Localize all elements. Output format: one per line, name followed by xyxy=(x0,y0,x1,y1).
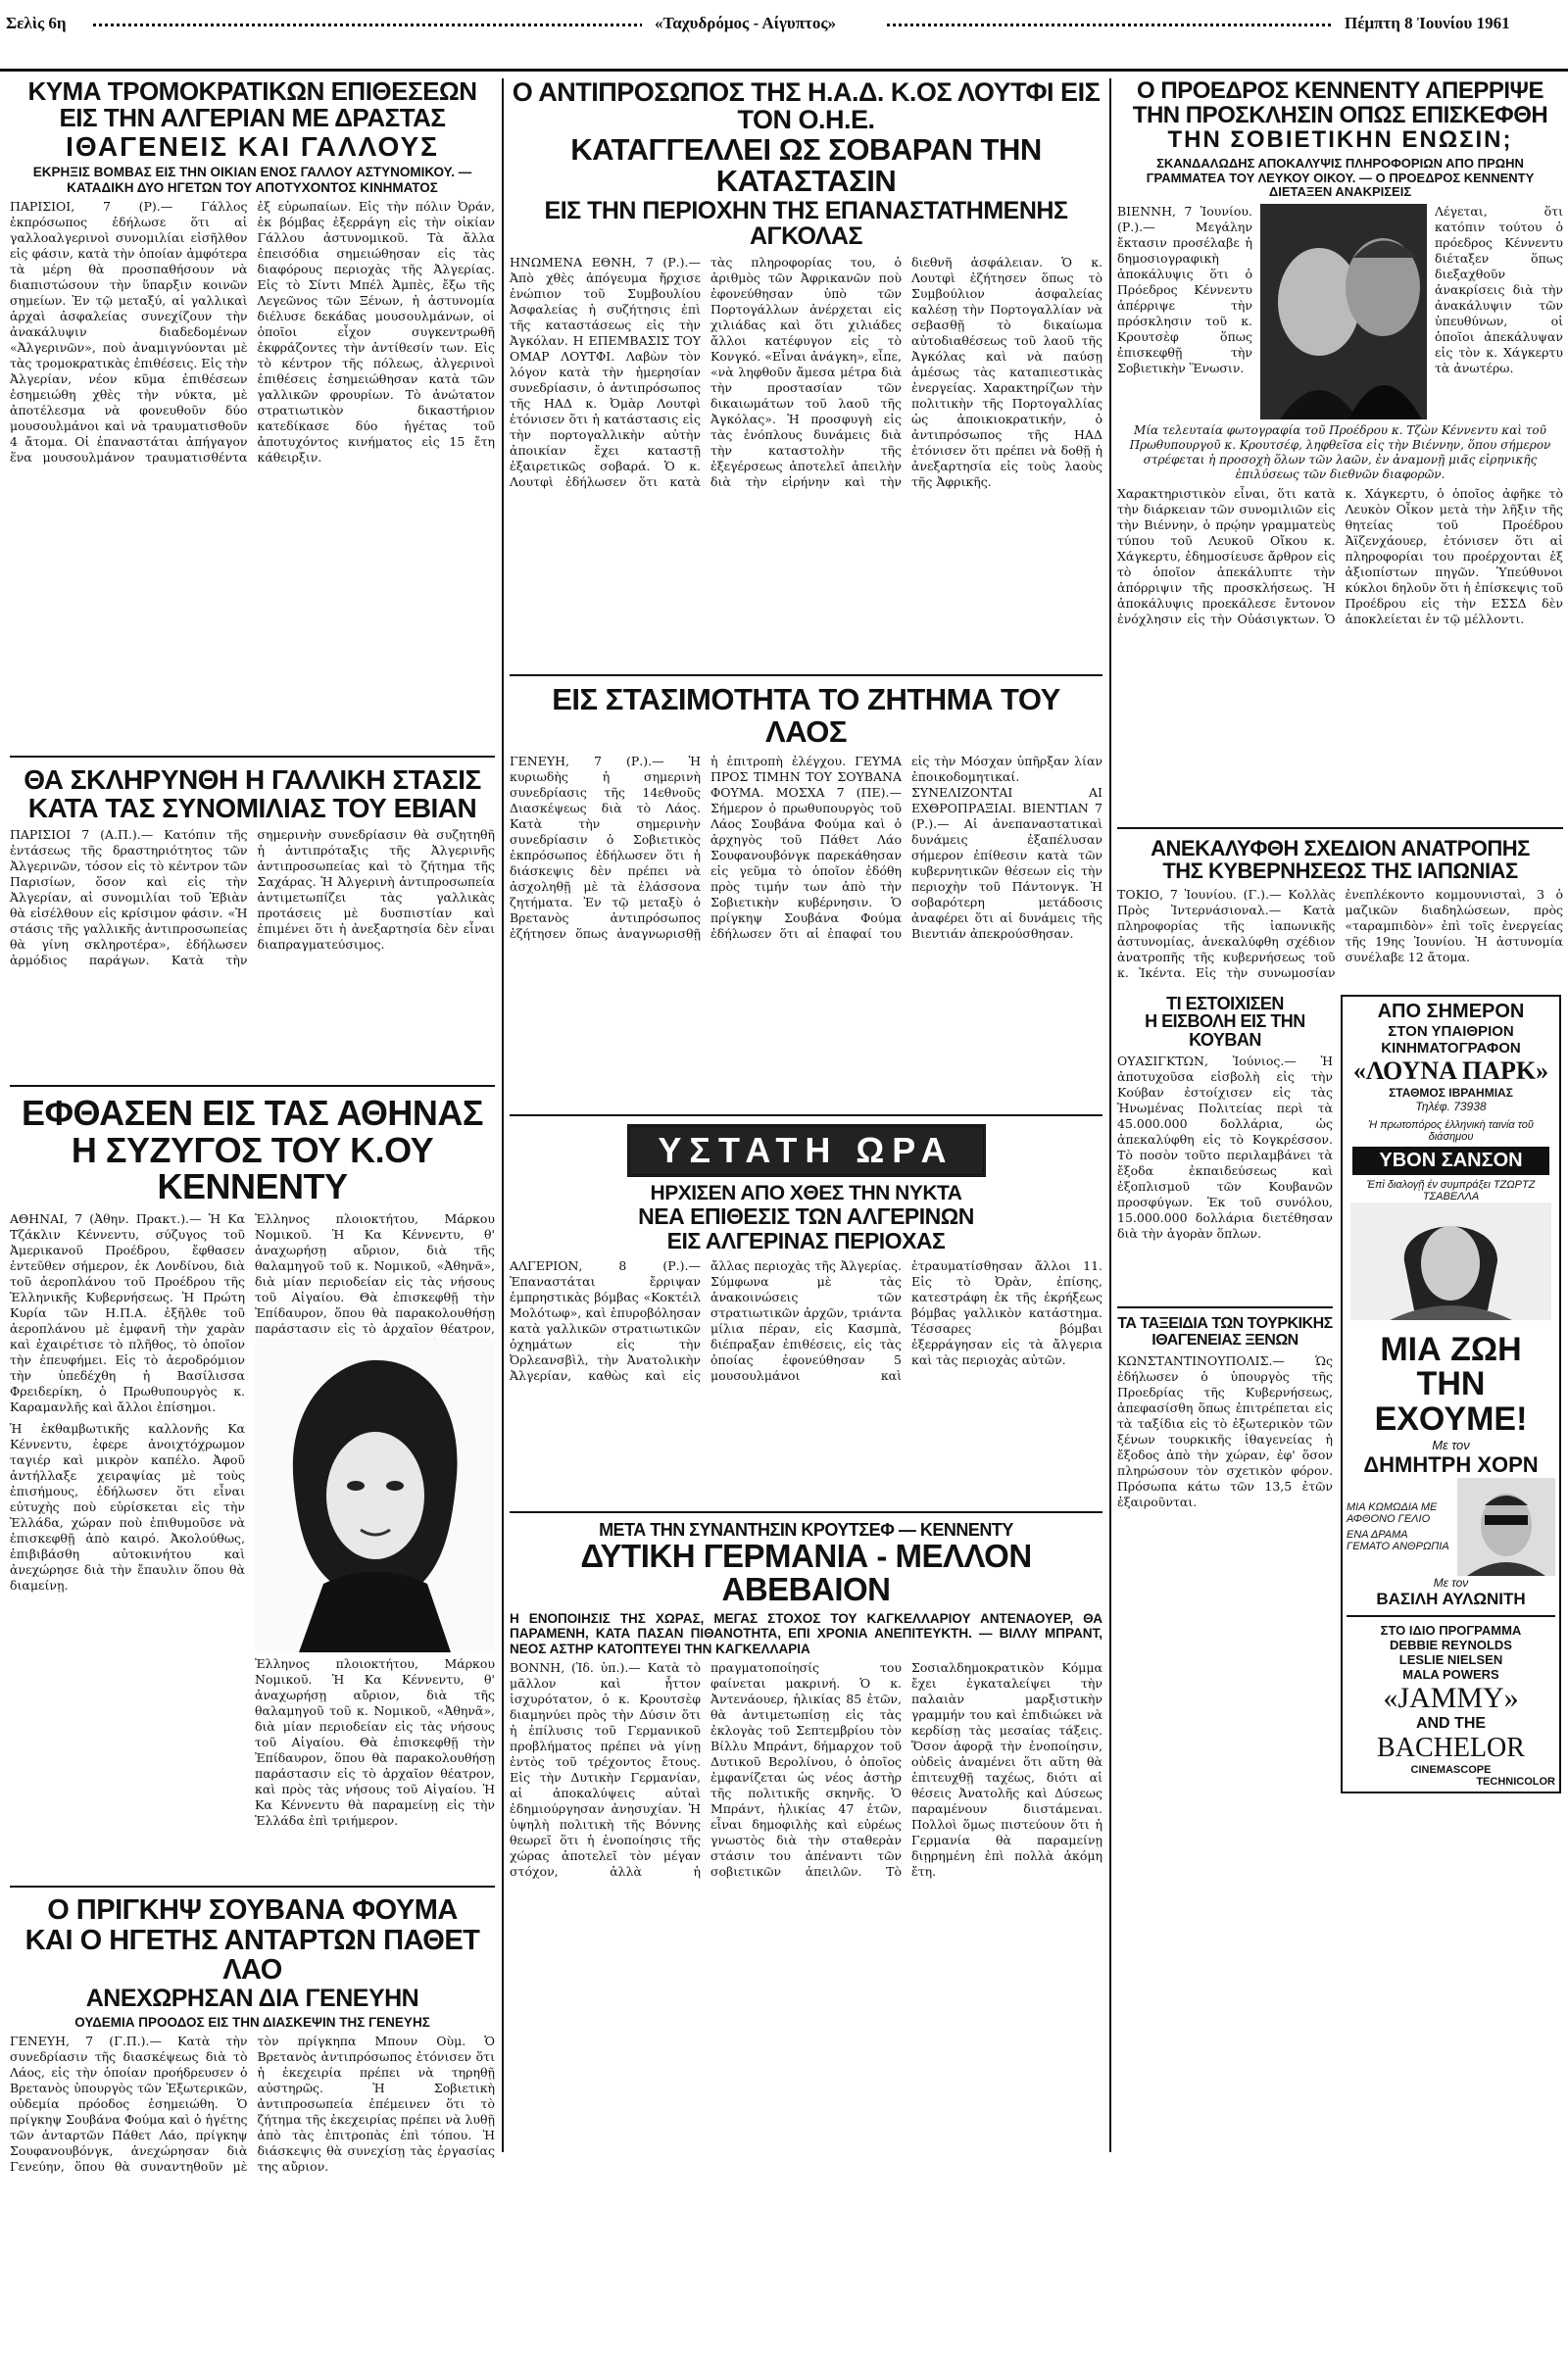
column-rule-2 xyxy=(1109,78,1111,2152)
article-body: ΚΩΝΣΤΑΝΤΙΝΟΥΠΟΛΙΣ.— Ὡς ἐδήλωσεν ὁ ὑπουργὸς τῆς Προεδρίας τῆς Κυβερνήσεως, ἀπεφασίσθη ὅπως ἐπιτρέπεται εἰς τὰ ταξίδια εἰς τὸ ἐξωτερικὸν τῶν ξένων τουρκικῆς ἰθαγενείας ἡ ἔξοδος ἀπὸ τὴν χώραν, ἐφ' ὅσον πληρώσουν τὸν σχετικὸν φόρον. Πρόσωπα κάτω τῶν 13,5 ἐτῶν ἐξαιροῦνται. xyxy=(1117,1352,1333,1509)
headline-line: ΚΑΤΑ ΤΑΣ ΣΥΝΟΜΙΛΙΑΣ ΤΟΥ ΕΒΙΑΝ xyxy=(27,793,477,824)
headline-line: ΤΑ ΤΑΞΕΙΔΙΑ ΤΩΝ ΤΟΥΡΚΙΚΗΣ ΙΘΑΓΕΝΕΙΑΣ ΞΕΝΩΝ xyxy=(1117,1315,1333,1350)
subheadline: ΕΚΡΗΞΙΣ ΒΟΜΒΑΣ ΕΙΣ ΤΗΝ ΟΙΚΙΑΝ ΕΝΟΣ ΓΑΛΛΟΥ ΑΣΤΥΝΟΜΙΚΟΥ. — ΚΑΤΑΔΙΚΗ ΔΥΟ ΗΓΕΤΩΝ ΤΟΥ ΑΠΟΤΥΧΟΝΤΟΣ ΚΙΝΗΜΑΤΟΣ xyxy=(32,164,472,195)
page-number: Σελὶς 6η xyxy=(6,14,67,32)
headline-line: ΘΑ ΣΚΛΗΡΥΝΘΗ Η ΓΑΛΛΙΚΗ ΣΤΑΣΙΣ xyxy=(24,764,481,796)
article-body: Ἡ ἐκθαμβωτικῆς καλλονῆς Κα Κέννεντυ, ἐφερε ἀνοιχτόχρωμον ταγιέρ καὶ μικρὸν καπέλο. Ἀφοῦ ἀντήλλαξε χειραψίας μὲ τοὺς ἐπισήμους, ἐδήλωσεν ὅτι εἶναι εὐτυχὴς ποὺ εὑρίσκεται εἰς τὴν Ἑλλάδα, χώραν ποὺ ἐπιθυμοῦσε νὰ ἐπισκεφθῇ ἀπὸ καιρό. Ἀκολούθως, ἐπιβιβάσθη αὐτοκινήτου καὶ ἀνεχώρησε διὰ τὴν ἔπαυλιν ὅπου θὰ διαμείνῃ. xyxy=(10,1421,245,1594)
headline-line: ΚΥΜΑ ΤΡΟΜΟΚΡΑΤΙΚΩΝ ΕΠΙΘΕΣΕΩΝ xyxy=(27,76,477,106)
article-body: ΑΘΗΝΑΙ, 7 (Ἀθην. Πρακτ.).— Ἡ Κα Τζάκλιν Κέννεντυ, σύζυγος τοῦ Ἀμερικανοῦ Προέδρου, ἔφθασεν ἐντεῦθεν σήμερον, ἐκ Λονδίνου, διὰ τοῦ ἀεροπλάνου τοῦ Προέδρου τῆς Ἑλληνικῆς Κυβερνήσεως. Ἡ Πρώτη Κυρία τῶν Η.Π.Α. ἐξῆλθε τοῦ ἀεροπλάνου μὲ ἐμφανῆ τὴν χαρὰν καὶ ἐχαιρέτισε τὸ πλῆθος, τὸ ὁποῖον τὴν ἐπευφήμει. Εἰς τὸ ἀεροδρόμιον τὴν ὑπεδέχθη ἡ Βασίλισσα Φρειδερίκη, ὁ Πρωθυπουργὸς κ. Καραμανλῆς καὶ ἄλλοι ἐπίσημοι. xyxy=(10,1211,245,1415)
ad-text: AND THE xyxy=(1415,1714,1487,1732)
ad-star: ΔΗΜΗΤΡΗ ΧΟΡΝ xyxy=(1363,1451,1539,1477)
column-center xyxy=(510,78,1102,2146)
subheadline: ΣΚΑΝΔΑΛΩΔΗΣ ΑΠΟΚΑΛΥΨΙΣ ΠΛΗΡΟΦΟΡΙΩΝ ΑΠΟ ΠΡΩΗΝ ΓΡΑΜΜΑΤΕΑ ΤΟΥ ΛΕΥΚΟΥ ΟΙΚΟΥ. — Ο ΠΡΟΕΔΡΟΣ ΚΕΝΝΕΝΤΥ ΔΙΕΤΑΞΕΝ ΑΝΑΚΡΙΣΕΙΣ xyxy=(1146,155,1535,200)
article-algeria-terror xyxy=(10,78,495,748)
separator xyxy=(510,674,1102,676)
ad-text: Ἡ πρωτοπόρος ἑλληνικὴ ταινία τοῦ διάσημου xyxy=(1368,1118,1534,1143)
actress-photo xyxy=(1350,1203,1551,1320)
cinema-advertisement xyxy=(1341,995,1561,1793)
headline-line: ΕΙΣ ΣΤΑΣΙΜΟΤΗΤΑ ΤΟ ΖΗΤΗΜΑ ΤΟΥ ΛΑΟΣ xyxy=(552,682,1060,749)
ad-phone: Τηλέφ. 73938 xyxy=(1415,1099,1487,1113)
article-jackie-kennedy-athens xyxy=(10,1092,495,1878)
article-laos-stalemate xyxy=(510,684,1102,1106)
ad-text: TECHNICOLOR xyxy=(1476,1775,1555,1788)
ad-text: Με τον xyxy=(1433,1575,1469,1590)
ad-text: ΚΙΝΗΜΑΤΟΓΡΑΦΟΝ xyxy=(1381,1039,1521,1056)
page-header xyxy=(0,0,1568,59)
ad-text: ΣΤΑΘΜΟΣ ΙΒΡΑΗΜΙΑΣ xyxy=(1389,1085,1513,1100)
header-rule-right xyxy=(887,24,1333,26)
headline-line: ΚΑΤΑΓΓΕΛΛΕΙ ΩΣ ΣΟΒΑΡΑΝ ΤΗΝ ΚΑΤΑΣΤΑΣΙΝ xyxy=(570,131,1042,199)
headline-line: ΤΙ ΕΣΤΟΙΧΙΣΕΝ xyxy=(1166,993,1284,1013)
article-body: ΤΟΚΙΟ, 7 Ἰουνίου. (Γ.).— Κολλὰς Πρὸς Ἰντερνάσιοναλ.— Κατὰ πληροφορίας τῆς ἰαπωνικῆς ἀστυνομίας, ἀνεκαλύφθη σχέδιον ἀνατροπῆς τῆς κυβερνήσεως τοῦ κ. Ἰκέντα. Εἰς τὴν συνωμοσίαν ἐνεπλέκοντο κομμουνισταὶ, 3 ὁ μαζικῶν διαδηλώσεων, πρὸς «ταραμπιδὸν» ἐπὶ τοῖς ἐνεργείας τῆς 19ης Ἰουνίου. Ἡ ἀστυνομία συνέλαβε 12 ἄτομα. xyxy=(1117,886,1563,980)
newspaper-name: «Ταχυδρόμος - Αίγυπτος» xyxy=(655,14,837,32)
kicker: ΜΕΤΑ ΤΗΝ ΣΥΝΑΝΤΗΣΙΝ ΚΡΟΥΤΣΕΦ — ΚΕΝΝΕΝΤΥ xyxy=(599,1519,1013,1540)
headline-line: ΕΙΣ ΤΗΝ ΠΕΡΙΟΧΗΝ ΤΗΣ ΕΠΑΝΑΣΤΑΤΗΜΕΝΗΣ ΑΓΚΟΛΑΣ xyxy=(544,196,1068,251)
separator xyxy=(1117,1306,1333,1308)
separator xyxy=(1117,827,1563,829)
article-latest-news xyxy=(510,1124,1102,1502)
column-left xyxy=(10,76,495,2175)
article-body: Ἐλληνος πλοιοκτήτου, Μάρκου Νομικοῦ. Ἡ Κα Κέννεντυ, θ' ἀναχωρήσῃ αὔριον, διὰ τῆς θαλαμηγοῦ τοῦ κ. Νομικοῦ, «Ἀθηνᾶ», διὰ μίαν περιοδείαν εἰς τὰς νήσους τοῦ Αἰγαίου. Θὰ ἐπισκεφθῇ τὴν Ἐπίδαυρον, ὅπου θὰ παρακολουθήσῃ παράστασιν εἰς τὸ ἀρχαῖον θέατρον, xyxy=(255,1211,495,1337)
article-body: ΟΥΑΣΙΓΚΤΩΝ, Ἰούνιος.— Ἡ ἀποτυχοῦσα εἰσβολὴ εἰς τὴν Κούβαν ἐστοίχισεν εἰς τὰς Ἡνωμένας Πολιτείας περὶ τὰ 45.000.000 δολλάρια, ὡς ἀπεκαλύφθη εἰς τὸ Κογκρέσσον. Τὸ ποσὸν τοῦτο περιλαμβάνει τὰ ἔξοδα ἐκπαιδεύσεως καὶ ἐξοπλισμοῦ τῶν Κουβανῶν προσφύγων. Ἐκ τοῦ συνόλου, 15.000.000 δολλάρια διετέθησαν διὰ τὴν ἀγορὰν ὅπλων. xyxy=(1117,1054,1333,1242)
ad-text: ΜΙΑ ΚΩΜΩΔΙΑ ΜΕ ΑΦΘΟΝΟ ΓΕΛΙΟ xyxy=(1347,1500,1438,1525)
latest-news-banner xyxy=(627,1124,986,1177)
article-body: ΗΝΩΜΕΝΑ ΕΘΝΗ, 7 (Ρ.).— Ἀπὸ χθὲς ἀπόγευμα ἤρχισε ἐνώπιον τοῦ Συμβουλίου Ἀσφαλείας ἡ συζήτησις ἐπὶ τῆς καταστάσεως εἰς τὴν Ἀγκόλαν. Η ΕΠΕΜΒΑΣΙΣ ΤΟΥ ΟΜΑΡ ΛΟΥΤΦΙ. Λαβὼν τὸν λόγον κατὰ τὴν ἡμερησίαν συνεδρίασιν, ὁ ἀντιπρόσωπος τῆς ΗΑΔ κ. Ὀμὰρ Λουτφὶ ἐτόνισεν ὅτι ἡ κατάστασις εἰς τὴν πορτογαλλικὴν αὐτὴν ἀποικίαν ἔχει καταστῇ ἐξαιρετικῶς σοβαρά. Ὁ κ. Λουτφὶ ἐδήλωσεν ὅτι κατὰ τὰς πληροφορίας του, ὁ ἀριθμὸς τῶν Ἀφρικανῶν ποὺ ἐφονεύθησαν ὑπὸ τῶν Πορτογάλλων ἀνέρχεται εἰς χιλιάδας καὶ ὅτι χιλιάδες ἄλλοι κατέφυγον εἰς τὸ Κονγκό. «Εἶναι ἀνάγκη», εἶπε, «νὰ ληφθοῦν ἄμεσα μέτρα διὰ τὴν προστασίαν τῶν δικαιωμάτων τοῦ λαοῦ τῆς Ἀγκόλας». Ἡ προσφυγὴ εἰς τὰς ἐνόπλους δυνάμεις διὰ τὴν καταστολὴν τῆς ἐξεγέρσεως ἀποτελεῖ ἀπειλὴν διὰ τὴν εἰρήνην καὶ τὴν διεθνῆ ἀσφάλειαν. Ὁ κ. Λουτφὶ ἐζήτησεν ὅπως τὸ Συμβούλιον ἀσφαλείας καλέσῃ τὴν Πορτογαλλίαν νὰ σεβασθῇ τὸ δικαίωμα αὐτοδιαθέσεως τοῦ λαοῦ τῆς Ἀγκόλας καὶ νὰ παύσῃ ἀμέσως τὰς καταπιεστικὰς ἐνεργείας. Χαρακτηρίζων τὴν πολιτικὴν τῆς Πορτογαλλίας ὡς ἀποικιοκρατικήν, ὁ ἀντιπρόσωπος τῆς ΗΑΔ ἐτόνισεν ὅτι πρέπει νὰ δοθῇ ἡ ἀνεξαρτησία εἰς τοὺς λαοὺς τῆς Ἀφρικῆς. xyxy=(510,255,1102,490)
headline-line: Η ΕΙΣΒΟΛΗ ΕΙΣ ΤΗΝ ΚΟΥΒΑΝ xyxy=(1145,1011,1305,1051)
article-loutfi-un-angola xyxy=(510,78,1102,666)
headline-line: ΑΝΕΚΑΛΥΦΘΗ ΣΧΕΔΙΟΝ ΑΝΑΤΡΟΠΗΣ xyxy=(1151,836,1530,861)
ad-text: Ἐπὶ διαλογῇ ἐν συμπράξει ΤΖΩΡΤΖ ΤΣΑΒΕΛΛΑ xyxy=(1366,1178,1536,1203)
ad-text: Με τον xyxy=(1432,1437,1470,1452)
ad-text: ΕΝΑ ΔΡΑΜΑ ΓΕΜΑΤΟ ΑΝΘΡΩΠΙΑ xyxy=(1347,1528,1449,1552)
headline-line: ΕΙΣ ΤΗΝ ΑΛΓΕΡΙΑΝ ΜΕ ΔΡΑΣΤΑΣ xyxy=(59,103,446,133)
article-body: ΒΟΝΝΗ, (Ἰδ. ὑπ.).— Κατὰ τὸ μᾶλλον καὶ ἧττον ἰσχυρότατον, ὁ κ. Κρουτσὲφ διαμηνύει πρὸς τὴν Δύσιν ὅτι ἡ ἐπίλυσις τοῦ Γερμανικοῦ προβλήματος πρέπει νὰ γίνῃ ἐντὸς τοῦ τρέχοντος ἔτους. Εἰς τὴν Δυτικὴν Γερμανίαν, αἱ ἀποκαλύψεις αὐταὶ ἐδημιούργησαν ἀνησυχίαν. Ἡ ὑψηλὴ πολιτικὴ τῆς Βόννης θεωρεῖ ὅτι ἡ ἑνοποίησις τῆς χώρας ἀποτελεῖ τὸν μέγαν στόχον, ἀλλὰ ἡ πραγματοποίησίς του φαίνεται μακρινή. Ὁ κ. Ἀντενάουερ, ἡλικίας 85 ἐτῶν, θὰ ἀντιμετωπίσῃ εἰς τὰς ἐκλογὰς τοῦ Σεπτεμβρίου τὸν Βίλλυ Μπράντ, δήμαρχον τοῦ Δυτικοῦ Βερολίνου, ὁ ὁποῖος ἐμφανίζεται ὡς νέος ἀστὴρ τῆς πολιτικῆς σκηνῆς. Ὁ Μπράντ, ἡλικίας 47 ἐτῶν, εἶναι δημοφιλὴς καὶ εὐρέως γνωστὸς διὰ τὴν σταθερὰν στάσιν του ἀπέναντι τῶν σοβιετικῶν ἀπειλῶν. Τὸ Σοσιαλδημοκρατικὸν Κόμμα ἔχει ἐγκαταλείψει τὴν παλαιὰν μαρξιστικὴν γραμμήν του καὶ ἐπιδιώκει νὰ κερδίσῃ τὰς μεσαίας τάξεις. Ὅσον ἀφορᾷ τὴν ἑνοποίησιν, οὐδεὶς ἀναμένει ὅτι αὕτη θὰ ἐπιτευχθῇ ταχέως, διότι αἱ θέσεις Ἀνατολῆς καὶ Δύσεως παραμένουν διιστάμεναι. Πολλοὶ ὅμως πιστεύουν ὅτι ἡ Γερμανία θὰ παραμείνῃ διῃρημένη ἐπὶ πολλὰ ἀκόμη ἔτη. xyxy=(510,1660,1102,1880)
kennedy-khrushchev-photo xyxy=(1260,204,1427,419)
article-japan-coup-plot xyxy=(1117,837,1563,984)
issue-date: Πέμπτη 8 Ἰουνίου 1961 xyxy=(1345,14,1510,32)
photo-caption: Μία τελευταία φωτογραφία τοῦ Προέδρου κ. Τζὼν Κέννεντυ καὶ τοῦ Πρωθυπουργοῦ κ. Κρουτσέφ, ληφθεῖσα εἰς τὴν Βιέννην, ὅπου σήμερον στρέφεται ἡ προσοχὴ ὅλων τῶν λαῶν, ἐν ἀναμονῇ μιᾶς εἰρηνικῆς ἐπιλύσεως τῶν διεθνῶν διαφορῶν. xyxy=(1129,423,1551,482)
headline-line: ΙΘΑΓΕΝΕΙΣ ΚΑΙ ΓΑΛΛΟΥΣ xyxy=(66,130,439,162)
column-right xyxy=(1117,78,1563,2146)
article-body: ΓΕΝΕΥΗ, 7 (Ρ.).— Ἡ κυριωδὴς ἡ σημερινὴ συνεδρίασις τῆς 14εθνοῦς Διασκέψεως διὰ τὸ Λάος. Κατὰ τὴν σημερινὴν συνεδρίασιν ὁ Σοβιετικὸς ἐκπρόσωπος ἐδήλωσεν ὅτι ἡ διάσκεψις δὲν πρέπει νὰ ἀσχοληθῇ μὲ τὰ ἐλάσσονα ζητήματα. Ἐν τῷ μεταξὺ ὁ Βρετανὸς ἀντιπρόσωπος ἐζήτησεν ὅπως ἀναγνωρισθῇ ἡ ἐπιτροπὴ ἐλέγχου. ΓΕΥΜΑ ΠΡΟΣ ΤΙΜΗΝ ΤΟΥ ΣΟΥΒΑΝΑ ΦΟΥΜΑ. ΜΟΣΧΑ 7 (ΠΕ).— Σήμερον ὁ πρωθυπουργὸς τοῦ Λάος Σουβάνα Φούμα καὶ ὁ ἀρχηγὸς τοῦ Πάθετ Λάο Σουφανουβόνγκ παρεκάθησαν εἰς γεῦμα τὸ ὁποῖον ἐδόθη πρὸς τιμήν των ἀπὸ τὴν Σοβιετικὴν κυβέρνησιν. Ὁ πρίγκηψ Σουβάνα Φούμα ἐδήλωσεν ὅτι αἱ ἐπαφαί του εἰς τὴν Μόσχαν ὑπῆρξαν λίαν ἐποικοδομητικαί. ΣΥΝΕΛΙΖΟΝΤΑΙ ΑΙ ΕΧΘΡΟΠΡΑΞΙΑΙ. ΒΙΕΝΤΙΑΝ 7 (Ρ.).— Αἱ ἀνεπαναστατικαὶ δυνάμεις ἐξαπέλυσαν σήμερον ἐπίθεσιν κατὰ τῶν κυβερνητικῶν θέσεων εἰς τὴν περιοχὴν τοῦ Πάντονγκ. Ἡ σοβαρότερη μετάδοσις ἀναφέρει ὅτι αἱ δυνάμεις τῆς Βιεντιάν ἀπεκρούσθησαν. xyxy=(510,754,1102,942)
ad-text: ΑΠΟ ΣΗΜΕΡΟΝ xyxy=(1377,1000,1525,1022)
article-body: Χαρακτηριστικὸν εἶναι, ὅτι κατὰ τὴν διάρκειαν τῶν συνομιλιῶν εἰς τὴν Βιέννην, ὁ πρῴην γραμματεὺς τύπου τοῦ Λευκοῦ Οἴκου κ. Χάγκερτυ, ἐδημοσίευσε ἄρθρον εἰς τὸ ὁποῖον ἀπεκάλυπτε τὴν ἀπόρριψιν τῆς προσκλήσεως. Ἡ ἀποκάλυψις προεκάλεσε ἔντονον ἐνόχλησιν εἰς τὴν Οὐάσιγκτων. Ὁ κ. Χάγκερτυ, ὁ ὁποῖος ἀφῆκε τὸ Λευκὸν Οἶκον μετὰ τὴν λῆξιν τῆς θητείας τοῦ Προέδρου Ἀϊζενχάουερ, ἐτόνισεν ὅτι αἱ πληροφορίαι του προέρχονται ἐξ ἀξιοπίστων πηγῶν. Ὑπεύθυνοι κύκλοι δηλοῦν ὅτι ἡ ἐπίσκεψις τοῦ Προέδρου εἰς τὴν ΕΣΣΔ δὲν ἀποκλείεται ἐν τῷ μέλλοντι. xyxy=(1117,486,1563,627)
headline-line: Η ΣΥΖΥΓΟΣ ΤΟΥ Κ.ΟΥ ΚΕΝΝΕΝΤΥ xyxy=(71,1129,434,1207)
headline-line: ΚΑΙ Ο ΗΓΕΤΗΣ ΑΝΤΑΡΤΩΝ ΠΑΘΕΤ ΛΑΟ xyxy=(24,1924,480,1987)
separator xyxy=(510,1511,1102,1513)
header-divider xyxy=(0,69,1568,72)
article-body: ΠΑΡΙΣΙΟΙ, 7 (Ρ).— Γάλλος ἐκπρόσωπος ἐδήλωσε ὅτι αἱ γαλλοαλγερινοὶ συνομιλίαι εἰσῆλθον εἰς φάσιν, κατὰ τὴν ὁποίαν ἀμφότερα τὰ μέρη θὰ προσπαθήσουν νὰ διαπιστώσουν τὴν ὕπαρξιν κοινῶν σημείων. Ἐν τῷ μεταξύ, αἱ γαλλικαὶ ἀρχαὶ ἀσφαλείας συνεχίζουν τὴν ἀνακάλυψιν διαδεδομένων «Ἀλγερινῶν», ποὺ ἀναμιγνύονται μὲ τὰς τρομοκρατικὰς ἐπιθέσεις. Εἰς τὴν Ἀλγερίαν, νέον κῦμα ἐπιθέσεων ἐσημειώθη χθὲς τὴν νύκτα, μὲ ἀποτέλεσμα νὰ φονευθοῦν δύο μουσουλμάνοι καὶ νὰ τραυματισθοῦν 4 ἄτομα. Οἱ ἐπαναστάται ἀπήγαγον ἕνα μουσουλμάνον τραυματισθέντα ἐξ εὐρωπαίων. Εἰς τὴν πόλιν Ὀράν, ἐκ βόμβας ἐξερράγη εἰς τὴν οἰκίαν Γάλλου ἀστυνομικοῦ. Τὰ ἄλλα ἐπεισόδια σημειώθησαν εἰς τὰς διαφόρους περιοχὰς τῆς Ἀλγερίας. Εἰς τὸ Σίντι Μπέλ Ἀμπὲς, ἔξω τῆς Λεγεῶνος τῶν Ξένων, ἡ ἀστυνομία διέλυσε δεκάδας μουσουλμάνων, οἱ ὁποῖοι εἶχον συγκεντρωθῆ ἐκφράζοντες τὴν ἀντίθεσίν των. Εἰς τὸ κέντρον τῆς πόλεως, ἀλγερινοὶ ἐπιθέσεις ἐσημειώθησαν κατὰ τῶν γαλλικῶν φρουρίων. Τὸ ἀνώτατον στρατιωτικὸν δικαστήριον κατεδίκασε δύο ἡγέτας τοῦ ἀποτυχόντος κινήματος εἰς 15 ἔτη κάθειρξιν. xyxy=(10,199,495,466)
film-title: ΜΙΑ ΖΩΗ ΤΗΝ ΕΧΟΥΜΕ! xyxy=(1374,1330,1528,1438)
headline-line: ΕΦΘΑΣΕΝ ΕΙΣ ΤΑΣ ΑΘΗΝΑΣ xyxy=(21,1092,484,1133)
headline-line: Ο ΠΡΟΕΔΡΟΣ ΚΕΝΝΕΝΤΥ ΑΠΕΡΡΙΨΕ xyxy=(1137,77,1544,104)
article-kennedy-rejects-invitation xyxy=(1117,78,1563,819)
film-title: BACHELOR xyxy=(1377,1732,1525,1763)
headline-line: ΤΗΝ ΣΟΒΙΕΤΙΚΗΝ ΕΝΩΣΙΝ; xyxy=(1167,126,1513,154)
ad-text: ΣΤΟ ΙΔΙΟ ΠΡΟΓΡΑΜΜΑ xyxy=(1380,1622,1522,1638)
headline-line: ΤΗΝ ΠΡΟΣΚΛΗΣΙΝ ΟΠΩΣ ΕΠΙΣΚΕΦΘΗ xyxy=(1132,102,1548,129)
ad-star: ΒΑΣΙΛΗ ΑΥΛΩΝΙΤΗ xyxy=(1376,1589,1526,1608)
article-body: ΑΛΓΕΡΙΟΝ, 8 (Ρ.).— Ἐπαναστάται ἔρριψαν ἐμπρηστικὰς βόμβας «Κοκτέιλ Μολότωφ», καὶ ἐπυροβόλησαν κατὰ γαλλικῶν στρατιωτικῶν ὀχημάτων εἰς τὴν Ὀρλεανσβὶλ, τὴν Ἀνατολικὴν Ἀλγερίαν, καθὼς καὶ εἰς ἄλλας περιοχὰς τῆς Ἀλγερίας. Σύμφωνα μὲ τὰς ἀνακοινώσεις τῶν στρατιωτικῶν ἀρχῶν, τριάντα μίλια πέραν, εἰς Κασμπὰ, διέπραξαν ἐπιθέσεις, εἰς τὰς ὁποίας ἐφονεύθησαν 5 μουσουλμάνοι καὶ ἐτραυματίσθησαν ἄλλοι 11. Εἰς τὸ Ὀρὰν, ἐπίσης, κατεστράφη ἐκ τῆς ἐκρήξεως βόμβας γαλλικὸν κατάστημα. Τέσσαρες βόμβαι ἐξερράγησαν εἰς τὰ ἄλγερια καὶ τὰς περιοχὰς αὐτῶν. xyxy=(510,1257,1102,1383)
subheadline: ΟΥΔΕΜΙΑ ΠΡΟΟΔΟΣ ΕΙΣ ΤΗΝ ΔΙΑΣΚΕΨΙΝ ΤΗΣ ΓΕΝΕΥΗΣ xyxy=(74,2014,430,2030)
headline-line: Ο ΑΝΤΙΠΡΟΣΩΠΟΣ ΤΗΣ Η.Α.Δ. Κ.ΟΣ ΛΟΥΤΦΙ ΕΙΣ ΤΟΝ Ο.Η.Ε. xyxy=(512,77,1101,135)
subheadline: Η ΕΝΟΠΟΙΗΣΙΣ ΤΗΣ ΧΩΡΑΣ, ΜΕΓΑΣ ΣΤΟΧΟΣ ΤΟΥ ΚΑΓΚΕΛΛΑΡΙΟΥ ΑΝΤΕΝΑΟΥΕΡ, ΘΑ ΠΑΡΑΜΕΝΗ, ΚΑΤΑ ΠΑΣΑΝ ΠΙΘΑΝΟΤΗΤΑ, ΕΠΙ ΧΡΟΝΙΑ ΑΝΕΠΙΤΕΥΚΤΗ. — ΒΙΛΛΥ ΜΠΡΑΝΤ, ΝΕΟΣ ΑΣΤΗΡ ΚΑΤΟΠΤΕΥΕΙ ΤΗΝ ΚΑΓΚΕΛΛΑΡΙΑ xyxy=(510,1610,1102,1656)
article-body: ΒΙΕΝΝΗ, 7 Ἰουνίου. (Ρ.).— Μεγάλην ἔκτασιν προσέλαβε ἡ δημοσιογραφικὴ ἀποκάλυψις ὅτι ὁ Πρόεδρος Κέννεντυ ἀπέρριψε τὴν πρόσκλησιν τοῦ κ. Κρουτσὲφ ὅπως ἐπισκεφθῇ τὴν Σοβιετικὴν Ἕνωσιν. xyxy=(1117,204,1252,376)
column-rule-1 xyxy=(502,78,504,2152)
article-souvanna-phouma xyxy=(10,1895,495,2357)
jackie-kennedy-photo xyxy=(255,1339,495,1652)
article-west-germany xyxy=(510,1521,1102,2308)
separator xyxy=(10,1886,495,1888)
ad-text: LESLIE NIELSEN xyxy=(1398,1651,1503,1667)
ad-star: ΥΒΟΝ ΣΑΝΣΟΝ xyxy=(1352,1147,1549,1175)
article-turkish-travel xyxy=(1117,1316,1333,1579)
banner-label: ΥΣΤΑΤΗ ΩΡΑ xyxy=(658,1130,955,1171)
headline-line: ΝΕΑ ΕΠΙΘΕΣΙΣ ΤΩΝ ΑΛΓΕΡΙΝΩΝ xyxy=(638,1203,974,1230)
headline-line: ΕΙΣ ΑΛΓΕΡΙΝΑΣ ΠΕΡΙΟΧΑΣ xyxy=(666,1227,946,1253)
ad-text: DEBBIE REYNOLDS xyxy=(1390,1637,1512,1652)
article-evian-talks xyxy=(10,765,495,1077)
ad-text: ΣΤΟΝ ΥΠΑΙΘΡΙΟΝ xyxy=(1388,1022,1514,1040)
header-rule-left xyxy=(93,24,642,26)
headline-line: ΗΡΧΙΣΕΝ ΑΠΟ ΧΘΕΣ ΤΗΝ ΝΥΚΤΑ xyxy=(650,1182,962,1205)
cinema-name: «ΛΟΥΝΑ ΠΑΡΚ» xyxy=(1352,1056,1549,1085)
headline-line: Ο ΠΡΙΓΚΗΨ ΣΟΥΒΑΝΑ ΦΟΥΜΑ xyxy=(47,1894,458,1927)
separator xyxy=(10,756,495,758)
headline-line: ΤΗΣ ΚΥΒΕΡΝΗΣΕΩΣ ΤΗΣ ΙΑΠΩΝΙΑΣ xyxy=(1162,859,1518,884)
article-cuba-invasion-cost xyxy=(1117,995,1333,1300)
article-body: ΠΑΡΙΣΙΟΙ 7 (Α.Π.).— Κατόπιν τῆς ἐντάσεως τῆς δραστηριότητος τῶν Ἀλγερινῶν, τόσον εἰς τὸ κέντρον τῶν Παρισίων, ὅσον καὶ εἰς τὴν Ἀλγερίαν, αἱ συνομιλίαι τοῦ Ἐβιὰν θὰ εἰσέλθουν εἰς κρίσιμον φάσιν. «Ἡ στάσις τῆς γαλλικῆς ἀντιπροσωπείας θὰ γίνη σκληροτέρα», ἐδήλωσεν ἁρμόδιος παράγων. Κατὰ τὴν σημερινὴν συνεδρίασιν θὰ συζητηθῆ ἡ ἀντιπρόταξις τῆς Ἀλγερινῆς ἀντιπροσωπείας καὶ τὸ ζήτημα τῆς Σαχάρας. Ἡ Ἀλγερινὴ ἀντιπροσωπεία ἀντιμετωπίζει τὰς γαλλικὰς προτάσεις μὲ δυσπιστίαν καὶ ἐπιμένει ὅτι ἡ ἀνεξαρτησία δὲν εἶναι διαπραγματεύσιμος. xyxy=(10,826,495,967)
film-title: «JAMMY» xyxy=(1383,1681,1519,1714)
actor-photo xyxy=(1457,1478,1555,1576)
ad-text: CINEMASCOPE xyxy=(1410,1763,1492,1776)
headline-line: ΔΥΤΙΚΗ ΓΕΡΜΑΝΙΑ - ΜΕΛΛΟΝ ΑΒΕΒΑΙΟΝ xyxy=(580,1537,1032,1608)
article-body: ΓΕΝΕΥΗ, 7 (Γ.Π.).— Κατὰ τὴν συνεδρίασιν τῆς διασκέψεως διὰ τὸ Λάος, εἰς τὴν ὁποίαν προήδρευσεν ὁ Βρετανὸς ὑπουργὸς τῶν Ἐξωτερικῶν, οὐδεμία πρόοδος ἐσημειώθη. Ὁ πρίγκηψ Σουβάνα Φούμα καὶ ὁ ἡγέτης τῶν ἀνταρτῶν Πάθετ Λάο, πρίγκηψ Σουφανουβόνγκ, ἀνεχώρησαν διὰ Γενεύην, ὅπου θὰ συναντηθοῦν μὲ τὸν πρίγκηπα Μπουν Οὺμ. Ὁ Βρετανὸς ἀντιπρόσωπος ἐτόνισεν ὅτι ἡ ἐκεχειρία πρέπει νὰ τηρηθῇ αὐστηρῶς. Ἡ Σοβιετικὴ ἀντιπροσωπεία ἐπέμεινεν ὅτι τὸ ζήτημα τῆς ἐκεχειρίας πρέπει νὰ λυθῇ ἀπὸ τὰς ἐπιτροπὰς ἐπὶ τόπου. Ἡ διάσκεψις θὰ συνεχίσῃ τὰς ἐργασίας της αὔριον. xyxy=(10,2034,495,2175)
article-body: Ἐλληνος πλοιοκτήτου, Μάρκου Νομικοῦ. Ἡ Κα Κέννεντυ, θ' ἀναχωρήσῃ αὔριον, διὰ τῆς θαλαμηγοῦ τοῦ κ. Νομικοῦ, «Ἀθηνᾶ», διὰ μίαν περιοδείαν εἰς τὰς νήσους τοῦ Αἰγαίου. Θὰ ἐπισκεφθῇ τὴν Ἐπίδαυρον, ὅπου θὰ παρακολουθήσῃ παράστασιν εἰς τὸ ἀρχαῖον θέατρον, καὶ πρὸς τὰς νήσους τοῦ Αἰγαίου. Ἡ Κα Κέννεντυ θὰ παραμείνῃ εἰς τὴν Ἑλλάδα ἐπὶ τριήμερον. xyxy=(255,1656,495,1829)
headline-line: ΑΝΕΧΩΡΗΣΑΝ ΔΙΑ ΓΕΝΕΥΗΝ xyxy=(85,1984,419,2012)
article-body: Λέγεται, ὅτι κατόπιν τούτου ὁ πρόεδρος Κέννεντυ διέταξεν ὅπως διεξαχθοῦν ἀνακρίσεις διὰ τὴν ἀνακάλυψιν τῶν ὑπευθύνων, οἱ ὁποῖοι ἀπεκάλυψαν εἰς τὸν κ. Χάγκερτυ τὰ ἀνωτέρω. xyxy=(1435,204,1563,376)
separator xyxy=(10,1085,495,1087)
separator xyxy=(510,1114,1102,1116)
ad-text: MALA POWERS xyxy=(1402,1666,1499,1682)
